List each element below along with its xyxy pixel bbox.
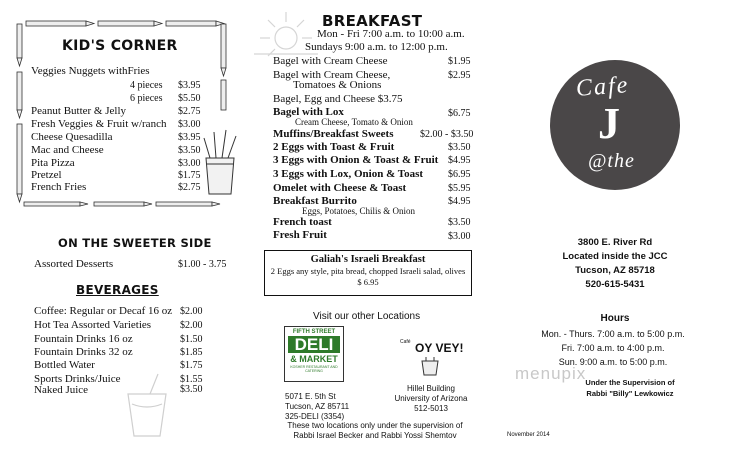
watermark: menupix [515,364,587,383]
oyvey-address-line1: Hillel Building [406,384,456,393]
other-locations-title: Visit our other Locations [313,311,421,322]
breakfast-hours-weekday: Mon - Fri 7:00 a.m. to 10:00 a.m. [317,28,465,40]
cafe-supervision-line1: Under the Supervision of [585,378,675,387]
menu-item-price: $1.00 - 3.75 [178,259,227,270]
menu-item-name: 6 pieces [130,93,163,104]
israeli-breakfast-description: 2 Eggs any style, pita bread, chopped Israeli salad, olives [270,266,466,276]
cafe-logo-j: J [598,99,620,148]
menu-item-price: $1.85 [180,347,203,358]
menu-item-name: 3 Eggs with Lox, Onion & Toast [273,168,424,180]
menu-item-price: $1.55 [180,374,203,385]
menu-item-price: $3.00 [448,231,471,242]
menu-item-name: 4 pieces [130,80,163,91]
deli-address-line1: 5071 E. 5th St [285,392,336,401]
locations-supervision-line1: These two locations only under the supervision of [287,421,463,430]
menu-item-name: Bagel, Egg and Cheese $3.75 [273,93,403,105]
menu-item-price: $2.75 [178,106,201,117]
menu-item-name: French Fries [31,181,87,193]
menu-item-price: $3.50 [448,142,471,153]
menu-item-name: Veggies Nuggets withFries [31,65,150,77]
cafe-j-logo [550,60,680,190]
oyvey-phone: 512-5013 [414,404,448,413]
oyvey-address [386,384,476,414]
locations-supervision [262,421,488,441]
menu-item-price: $2.00 [180,306,203,317]
menu-item-name: Muffins/Breakfast Sweets [273,128,394,140]
menu-item-price: $3.00 [178,158,201,169]
oyvey-logo-icon [418,355,442,377]
cafe-logo-bottom: @the [588,150,635,172]
deli-logo-sub: & MARKET [290,354,338,364]
cafe-supervision-rabbi: Rabbi "Billy" Lewkowicz [586,389,674,398]
menu-item-price: $3.00 [178,119,201,130]
menu-item-name: Bagel with Cream Cheese [273,55,388,67]
menu-item-name: Cheese Quesadilla [31,131,113,143]
oyvey-logo-text: OY VEY! [415,341,464,355]
deli-address-line2: Tucson, AZ 85711 [285,402,350,411]
menu-item-price: $3.50 [178,145,201,156]
menu-item-name: Mac and Cheese [31,144,104,156]
israeli-breakfast-box [264,250,472,296]
deli-phone: 325-DELI (3354) [285,412,345,421]
menu-item-name: French toast [273,216,332,228]
menu-item-price: $3.50 [448,217,471,228]
breakfast-title: BREAKFAST [322,12,423,30]
menu-item-name: Assorted Desserts [34,258,114,270]
menu-item-name: Fresh Veggies & Fruit w/ranch [31,118,167,130]
menu-item-name: Bagel with Cream Cheese, [273,69,391,81]
breakfast-hours-sunday: Sundays 9:00 a.m. to 12:00 p.m. [305,41,448,53]
menu-item-price: $2.00 - $3.50 [420,129,474,140]
cafe-supervision [560,377,700,399]
menu-item-price: $1.50 [180,334,203,345]
menu-item-name: Pita Pizza [31,157,75,169]
menu-item-price: $2.75 [178,182,201,193]
kids-corner-title: KID'S CORNER [62,38,178,54]
menu-item-price: $2.00 [180,320,203,331]
menu-item-name: Pretzel [31,169,62,181]
israeli-breakfast-title: Galiah's Israeli Breakfast [310,254,426,265]
menu-item-name: Breakfast Burrito [273,195,357,207]
menu-item-name: Bottled Water [34,359,95,371]
menu-item-name: Bagel with Lox [273,106,344,118]
menu-item-price: $3.95 [178,80,201,91]
menu-item-name: Naked Juice [34,384,89,396]
menu-item-price: $6.75 [448,108,471,119]
drink-cup-icon [118,372,178,442]
cafe-address-line1: 3800 E. River Rd [577,237,653,248]
oyvey-logo-prefix: Café [400,339,411,345]
menu-item-price: $1.95 [448,56,471,67]
cafe-address-line2: Located inside the JCC [562,251,668,262]
menu-item-price: $1.75 [180,360,203,371]
cafe-hours-sunday: Sun. 9:00 a.m. to 5:00 p.m. [558,357,668,367]
menu-item-price: $5.50 [178,93,201,104]
menu-date: November 2014 [507,432,550,438]
deli-logo-small: KOSHER RESTAURANT AND CATERING [290,365,338,373]
menu-item-name: 2 Eggs with Toast & Fruit [273,141,395,153]
beverages-title: BEVERAGES [76,283,159,297]
menu-item-price: $4.95 [448,196,471,207]
cafe-address [535,236,695,292]
menu-item-name: Sports Drinks/Juice [34,373,121,385]
cafe-hours [528,327,698,369]
menu-item-name: Fountain Drinks 32 oz [34,346,133,358]
menu-item-price: $2.95 [448,70,471,81]
menu-item-subtext: Cream Cheese, Tomato & Onion [295,117,413,127]
cafe-hours-friday: Fri. 7:00 a.m. to 4:00 p.m. [561,343,665,353]
cafe-hours-weekday: Mon. - Thurs. 7:00 a.m. to 5:00 p.m. [541,329,685,339]
menu-item-price: $1.75 [178,170,201,181]
menu-item-name: Coffee: Regular or Decaf 16 oz [34,305,173,317]
cafe-phone: 520-615-5431 [585,279,645,290]
menu-item-price: $6.95 [448,169,471,180]
cafe-address-line3: Tucson, AZ 85718 [575,265,655,276]
menu-item-subtext: Eggs, Potatoes, Chilis & Onion [302,206,416,216]
menu-item-price: $5.95 [448,183,471,194]
menu-item-name: Hot Tea Assorted Varieties [34,319,152,331]
menu-item-price: $3.50 [180,384,203,395]
menu-item-name: Peanut Butter & Jelly [31,105,127,117]
deli-logo [284,326,344,382]
pencil-cup-icon [200,128,242,198]
menu-item-price: $3.95 [178,132,201,143]
deli-logo-top: FIFTH STREET [292,329,336,335]
locations-supervision-rabbis: Rabbi Israel Becker and Rabbi Yossi Shemtov [293,431,457,440]
menu-item-name: Omelet with Cheese & Toast [273,182,407,194]
deli-logo-main: DELI [288,336,340,353]
menu-item-price: $4.95 [448,155,471,166]
oyvey-address-line2: University of Arizona [394,394,468,403]
sweeter-side-title: ON THE SWEETER SIDE [58,236,212,250]
israeli-breakfast-price: $ 6.95 [357,277,379,287]
menu-item-name: 3 Eggs with Onion & Toast & Fruit [273,154,439,166]
menu-item-name: Fountain Drinks 16 oz [34,333,133,345]
hours-title: Hours [600,313,630,324]
menu-item-subtext: Tomatoes & Onions [293,79,382,91]
cafe-logo-top: Cafe [575,72,631,102]
deli-address [285,392,349,422]
menu-item-name: Fresh Fruit [273,229,327,241]
